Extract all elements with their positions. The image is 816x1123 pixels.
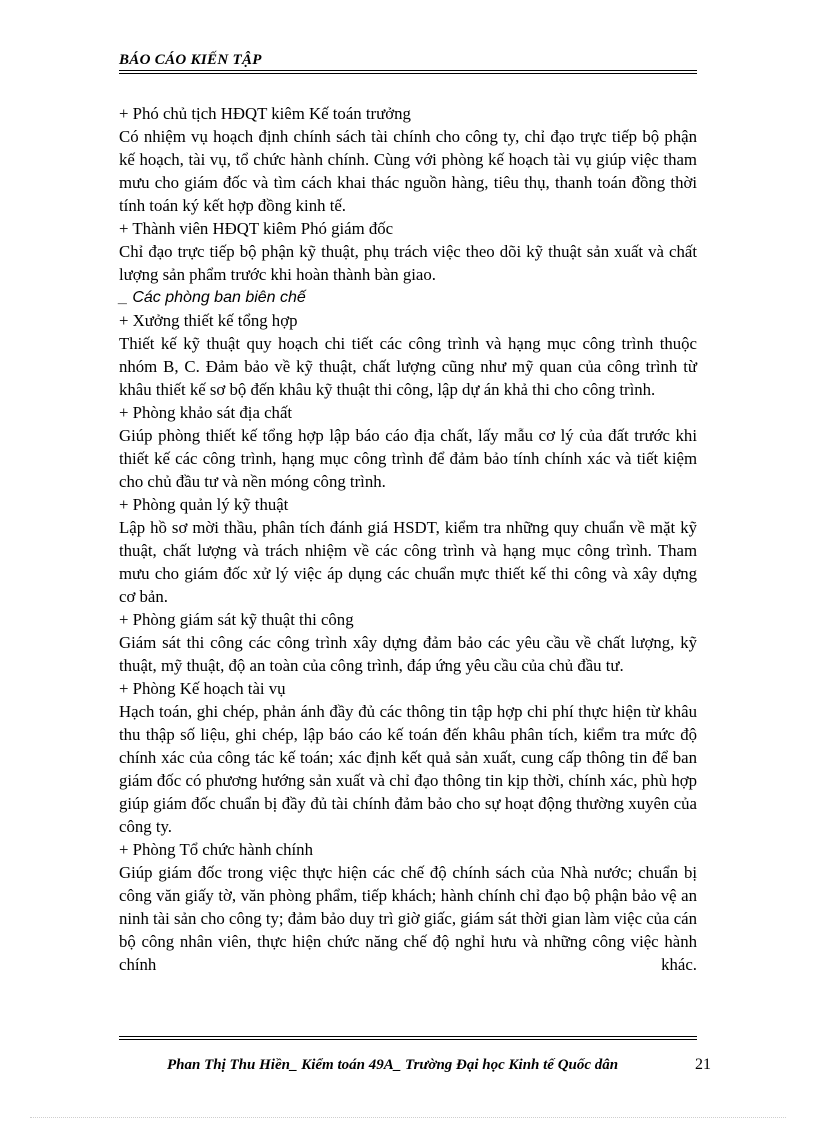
paragraph: Chỉ đạo trực tiếp bộ phận kỹ thuật, phụ trách việc theo dõi kỹ thuật sản xuất và chất lượng sản phẩm trước khi hoàn thành bàn giao. [119,242,697,284]
section-heading: + Thành viên HĐQT kiêm Phó giám đốc [119,219,394,238]
section-heading: + Phó chủ tịch HĐQT kiêm Kế toán trưởng [119,104,411,123]
section-heading: + Phòng giám sát kỹ thuật thi công [119,610,354,629]
page-number: 21 [695,1056,711,1073]
page-edge-divider [30,1117,786,1118]
paragraph: Giúp phòng thiết kế tổng hợp lập báo cáo địa chất, lấy mẫu cơ lý của đất trước khi thiết kế các công trình, hạng mục công trình để đảm bảo tính chính xác và tiết kiệm cho chủ đầu tư và nền móng công trình. [119,426,697,491]
section-heading: + Phòng khảo sát địa chất [119,403,293,422]
paragraph: Thiết kế kỹ thuật quy hoạch chi tiết các công trình và hạng mục công trình thuộc nhóm B, C. Đảm bảo về kỹ thuật, chất lượng cũng như mỹ quan của công trình từ khâu thiết kế sơ bộ đến khâu kỹ thuật thi công, lập dự án khả thi cho công trình. [119,334,697,399]
section-heading: + Phòng Kế hoạch tài vụ [119,679,286,698]
footer-author-line: Phan Thị Thu Hiền_ Kiểm toán 49A_ Trường Đại học Kinh tế Quốc dân [167,1057,619,1073]
section-heading: + Phòng quản lý kỹ thuật [119,495,289,514]
document-body [119,102,697,976]
page-footer [119,1036,711,1076]
section-heading: + Phòng Tổ chức hành chính [119,840,313,859]
header-rule [119,70,697,74]
header-title: BÁO CÁO KIẾN TẬP [119,52,262,68]
footer-rule [119,1036,697,1040]
page-header [119,50,697,74]
paragraph: Có nhiệm vụ hoạch định chính sách tài chính cho công ty, chỉ đạo trực tiếp bộ phận kế hoạch, tài vụ, tổ chức hành chính. Cùng với phòng kế hoạch tài vụ giúp việc tham mưu cho giám đốc và tìm cách khai thác nguồn hàng, tiêu thụ, thanh toán đồng thời tính toán ký kết hợp đồng kinh tế. [119,127,697,215]
subsection-title: _ Các phòng ban biên chế [119,289,306,306]
paragraph: Giúp giám đốc trong việc thực hiện các chế độ chính sách của Nhà nước; chuẩn bị công văn giấy tờ, văn phòng phẩm, tiếp khách; hành chính chỉ đạo bộ phận bảo vệ an ninh tài sản cho công ty; đảm bảo duy trì giờ giấc, giám sát thời gian làm việc của cán bộ công nhân viên, thực hiện chức năng chế độ nghỉ hưu và những công việc hành chính khác. [119,863,697,974]
section-heading: + Xưởng thiết kế tổng hợp [119,311,298,330]
paragraph: Giám sát thi công các công trình xây dựng đảm bảo các yêu cầu về chất lượng, kỹ thuật, mỹ thuật, độ an toàn của công trình, đáp ứng yêu cầu của chủ đầu tư. [119,633,697,675]
paragraph: Lập hồ sơ mời thầu, phân tích đánh giá HSDT, kiểm tra những quy chuẩn về mặt kỹ thuật, chất lượng và trách nhiệm về các công trình và hạng mục công trình. Tham mưu cho giám đốc xử lý việc áp dụng các chuẩn mực thiết kế thi công và xây dựng cơ bản. [119,518,697,606]
paragraph: Hạch toán, ghi chép, phản ánh đầy đủ các thông tin tập hợp chi phí thực hiện từ khâu thu thập số liệu, ghi chép, lập báo cáo kế toán đến khâu phân tích, kiểm tra mức độ chính xác của công tác kế toán; xác định kết quả sản xuất, cung cấp thông tin để ban giám đốc có phương hướng sản xuất và chỉ đạo thông tin kịp thời, chính xác, phù hợp giúp giám đốc chuẩn bị đầy đủ tài chính đảm bảo cho sự hoạt động thường xuyên của công ty. [119,702,697,836]
